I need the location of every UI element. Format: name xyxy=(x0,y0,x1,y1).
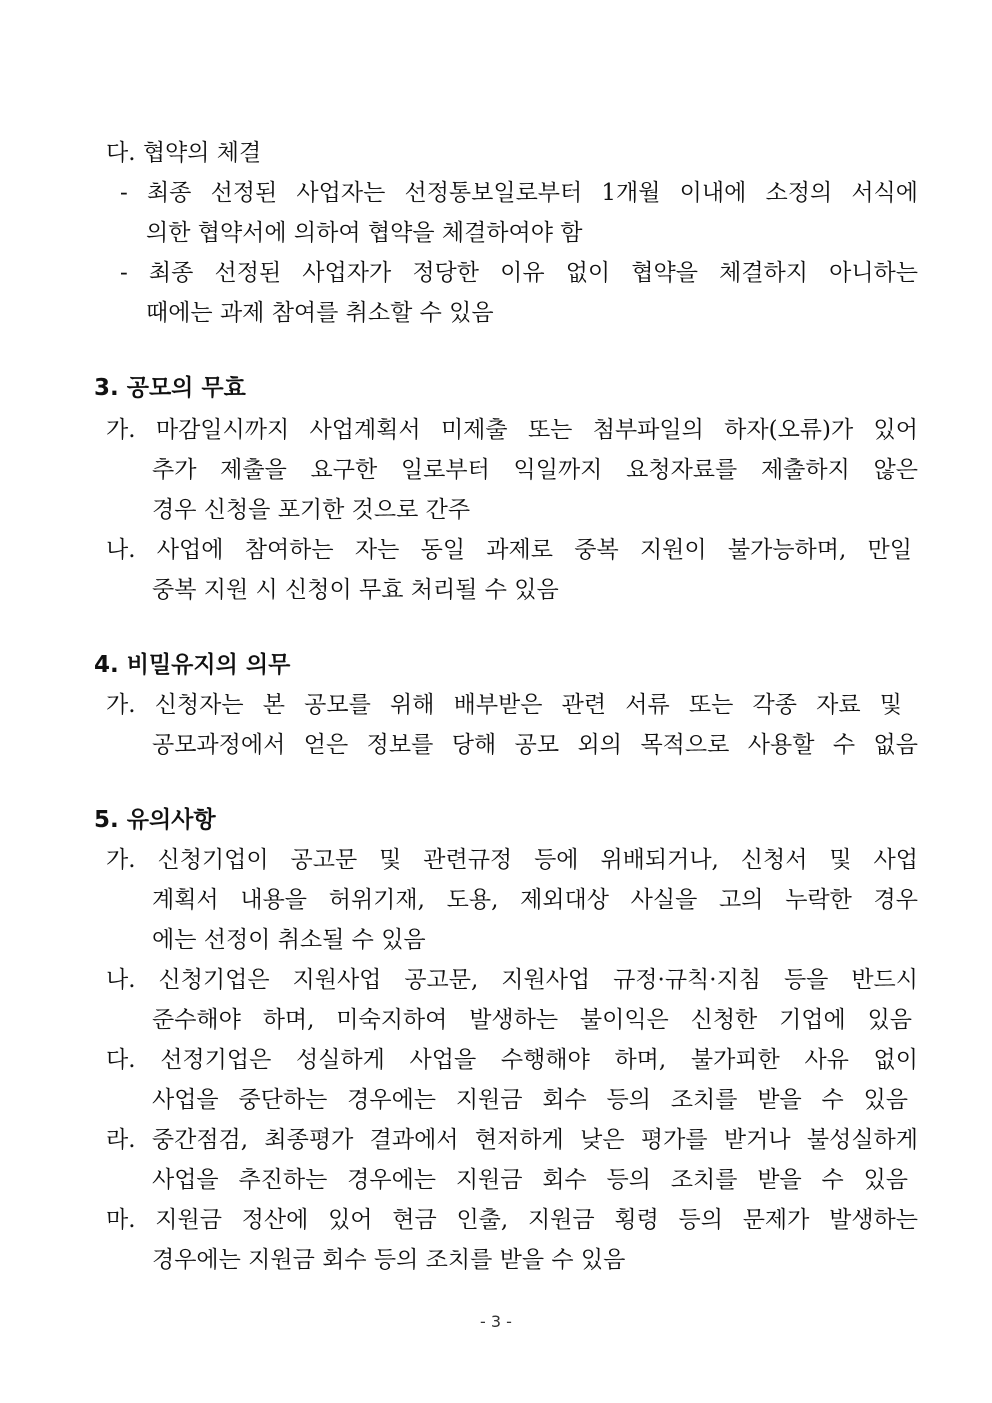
list-item-line: 계획서 내용을 허위기재, 도용, 제외대상 사실을 고의 누락한 경우 xyxy=(152,887,918,913)
list-item-line: 경우 신청을 포기한 것으로 간주 xyxy=(152,497,471,523)
list-item-line: 의한 협약서에 의하여 협약을 체결하여야 함 xyxy=(146,220,583,246)
page-number: - 3 - xyxy=(480,1312,512,1331)
list-item-line: 공모과정에서 얻은 정보를 당해 공모 외의 목적으로 사용할 수 없음 xyxy=(152,732,918,758)
list-item-line: 가. 신청기업이 공고문 및 관련규정 등에 위배되거나, 신청서 및 사업 xyxy=(106,847,918,873)
section-heading: 5. 유의사항 xyxy=(94,807,216,833)
list-item-line: 마. 지원금 정산에 있어 현금 인출, 지원금 횡령 등의 문제가 발생하는 xyxy=(106,1207,918,1233)
list-item-line: 라. 중간점검, 최종평가 결과에서 현저하게 낮은 평가를 받거나 불성실하게 xyxy=(106,1127,918,1153)
list-item-line: 사업을 중단하는 경우에는 지원금 회수 등의 조치를 받을 수 있음 xyxy=(152,1087,908,1113)
list-item-line: 다. 선정기업은 성실하게 사업을 수행해야 하며, 불가피한 사유 없이 xyxy=(106,1047,918,1073)
list-item-line: - 최종 선정된 사업자는 선정통보일로부터 1개월 이내에 소정의 서식에 xyxy=(120,180,918,206)
section-heading: 3. 공모의 무효 xyxy=(94,375,246,401)
subsection-title: 다. 협약의 체결 xyxy=(106,140,262,166)
list-item-line: 나. 신청기업은 지원사업 공고문, 지원사업 규정·규칙·지침 등을 반드시 xyxy=(106,967,918,993)
section-heading: 4. 비밀유지의 의무 xyxy=(94,652,291,678)
list-item-line: - 최종 선정된 사업자가 정당한 이유 없이 협약을 체결하지 아니하는 xyxy=(120,260,918,286)
list-item-line: 추가 제출을 요구한 일로부터 익일까지 요청자료를 제출하지 않은 xyxy=(152,457,918,483)
list-item-line: 때에는 과제 참여를 취소할 수 있음 xyxy=(146,300,494,326)
list-item-line: 중복 지원 시 신청이 무효 처리될 수 있음 xyxy=(152,577,559,603)
list-item-line: 나. 사업에 참여하는 자는 동일 과제로 중복 지원이 불가능하며, 만일 xyxy=(106,537,912,563)
list-item-line: 경우에는 지원금 회수 등의 조치를 받을 수 있음 xyxy=(152,1247,626,1273)
list-item-line: 가. 신청자는 본 공모를 위해 배부받은 관련 서류 또는 각종 자료 및 xyxy=(106,692,902,718)
list-item-line: 에는 선정이 취소될 수 있음 xyxy=(152,927,426,953)
list-item-line: 가. 마감일시까지 사업계획서 미제출 또는 첨부파일의 하자(오류)가 있어 xyxy=(106,417,918,443)
list-item-line: 준수해야 하며, 미숙지하여 발생하는 불이익은 신청한 기업에 있음 xyxy=(152,1007,912,1033)
list-item-line: 사업을 추진하는 경우에는 지원금 회수 등의 조치를 받을 수 있음 xyxy=(152,1167,908,1193)
